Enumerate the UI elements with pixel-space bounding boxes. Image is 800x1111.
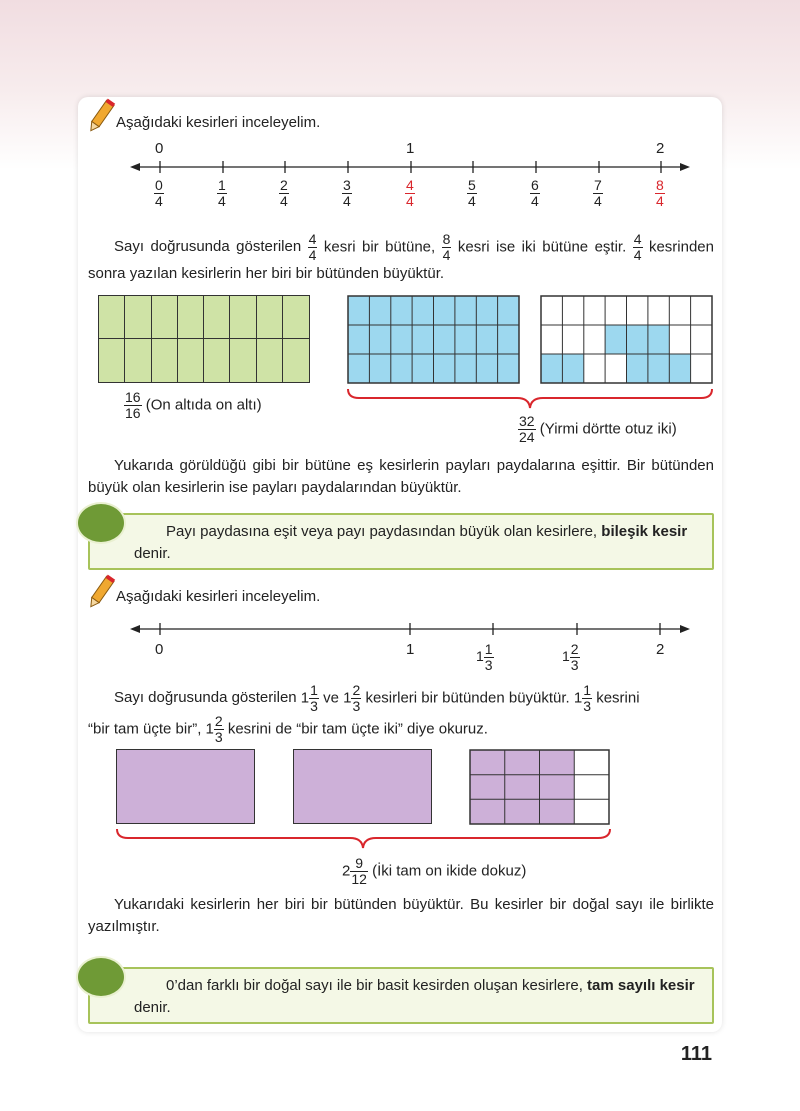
info-bubble-icon [76,956,126,998]
nl1-fraction: $\frac{0}{4}$ [155,177,163,209]
nl1-label-2: 2 [656,140,665,157]
green-fraction-grid [98,295,310,383]
nl1-fraction: $\frac{6}{4}$ [531,177,539,209]
purple-whole-1 [116,749,255,824]
nl1-fraction: $\frac{1}{4}$ [218,177,226,209]
nl2-label-1: 1 [406,641,415,658]
blue-fraction-grid-partial [540,295,713,384]
definition-note-1: Payı paydasına eşit veya payı paydasından büyük olan kesirlere, bileşik kesir denir. [88,513,714,570]
nl1-fraction: $\frac{2}{4}$ [280,177,288,209]
section2-paragraph-2: Yukarıdaki kesirlerin her biri bir bütünden büyüktür. Bu kesirler bir doğal sayı ile birlikte yazılmıştır. [88,896,714,935]
nl1-fraction-red: $\frac{8}{4}$ [656,177,664,209]
fraction-4-4: $\frac{4}{4}$ [308,231,317,263]
mixed-label-2-9-12: 2 $\frac{9}{12}$ (İki tam on ikide dokuz) [342,855,527,887]
nl1-fraction: $\frac{3}{4}$ [343,177,351,209]
red-brace [114,826,614,852]
fraction-8-4: $\frac{8}{4}$ [442,231,451,263]
label-16-16: $\frac{16}{16}$ (On altıda on altı) [125,389,262,421]
nl2-label-0: 0 [155,641,164,658]
nl2-mixed-2: 1 $\frac{2}{3}$ [562,641,579,673]
purple-fraction-grid [469,749,610,825]
info-bubble-icon [76,502,126,544]
nl1-fraction: $\frac{5}{4}$ [468,177,476,209]
definition-note-2: 0’dan farklı bir doğal sayı ile bir basit kesirden oluşan kesirlere, tam sayılı kesir denir. [88,967,714,1024]
section1-intro: Aşağıdaki kesirleri inceleyelim. [116,114,321,131]
purple-whole-2 [293,749,432,824]
section2-intro: Aşağıdaki kesirleri inceleyelim. [116,588,321,605]
nl2-label-2: 2 [656,641,665,658]
section2-paragraph: Sayı doğrusunda gösterilen 1 $\frac{1}{3}$ ve 1 $\frac{2}{3}$ kesirleri bir bütünden büyüktür. 1 $\frac{1}{3}$ kesrini “bir tam üçte bir”, 1 $\frac{2}{3}$ kesrini de “bir tam üçte iki” diye okuruz. [88,682,640,745]
nl2-mixed-1: 1 $\frac{1}{3}$ [476,641,493,673]
nl1-label-1: 1 [406,140,415,157]
nl1-fraction: $\frac{7}{4}$ [594,177,602,209]
red-brace [345,386,715,412]
section1-paragraph: Sayı doğrusunda gösterilen $\frac{4}{4}$ kesri bir bütüne, $\frac{8}{4}$ kesri ise iki bütüne eştir. $\frac{4}{4}$ kesrinden sonra yazılan kesirlerin her biri bir bütünden büyüktür. [88,231,714,282]
page-number: 111 [680,1043,712,1065]
label-32-24: $\frac{32}{24}$ (Yirmi dörtte otuz iki) [519,413,677,445]
pencil-icon [86,98,116,136]
blue-fraction-grid-full [347,295,520,384]
pencil-icon [86,574,116,612]
fraction-4-4: $\frac{4}{4}$ [633,231,642,263]
nl1-label-0: 0 [155,140,164,157]
nl1-fraction-red: $\frac{4}{4}$ [406,177,414,209]
section1-paragraph-2: Yukarıda görüldüğü gibi bir bütüne eş kesirlerin payları paydalarına eşittir. Bir bütünden büyük olan kesirlerin ise payları paydalarından büyüktür. [88,457,714,496]
